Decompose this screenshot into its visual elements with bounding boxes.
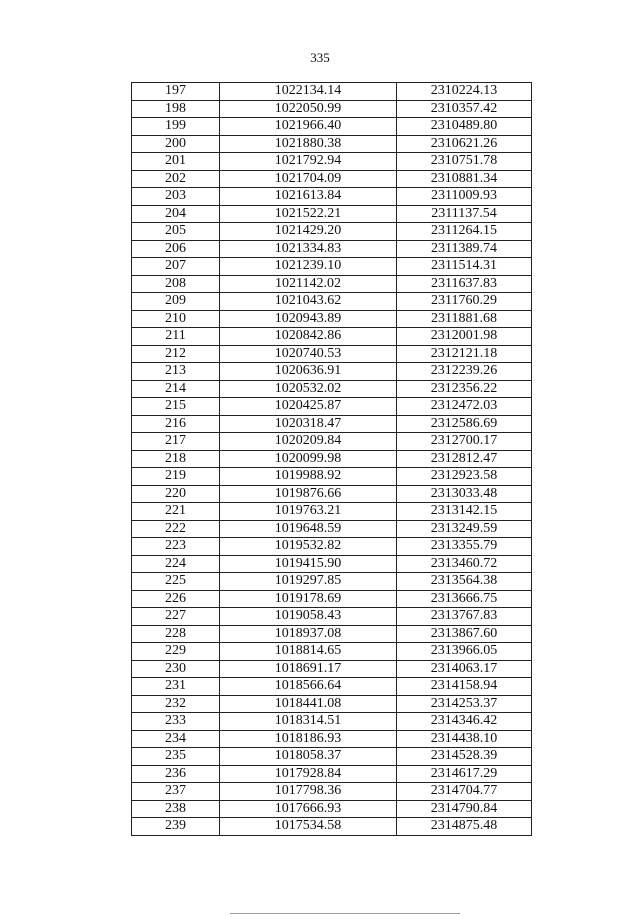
x-coordinate-cell: 1021704.09 <box>220 170 397 188</box>
x-coordinate-cell: 1021792.94 <box>220 153 397 171</box>
y-coordinate-cell: 2312812.47 <box>397 450 532 468</box>
table-row <box>132 83 532 101</box>
x-coordinate-cell: 1019297.85 <box>220 573 397 591</box>
x-coordinate-cell: 1021429.20 <box>220 223 397 241</box>
table-row <box>132 590 532 608</box>
x-coordinate-cell: 1019876.66 <box>220 485 397 503</box>
point-number-cell: 210 <box>132 310 220 328</box>
bottom-rule <box>230 913 460 914</box>
point-number-cell: 221 <box>132 503 220 521</box>
point-number-cell: 239 <box>132 818 220 836</box>
coordinates-table-body <box>132 83 532 836</box>
x-coordinate-cell: 1021334.83 <box>220 240 397 258</box>
coordinates-table <box>131 82 532 836</box>
point-number-cell: 225 <box>132 573 220 591</box>
table-row <box>132 555 532 573</box>
table-row <box>132 678 532 696</box>
table-row <box>132 328 532 346</box>
point-number-cell: 237 <box>132 783 220 801</box>
table-row <box>132 398 532 416</box>
table-row <box>132 380 532 398</box>
y-coordinate-cell: 2313142.15 <box>397 503 532 521</box>
point-number-cell: 224 <box>132 555 220 573</box>
table-row <box>132 415 532 433</box>
x-coordinate-cell: 1022134.14 <box>220 83 397 101</box>
point-number-cell: 211 <box>132 328 220 346</box>
point-number-cell: 200 <box>132 135 220 153</box>
y-coordinate-cell: 2310489.80 <box>397 118 532 136</box>
x-coordinate-cell: 1020099.98 <box>220 450 397 468</box>
x-coordinate-cell: 1021966.40 <box>220 118 397 136</box>
table-row <box>132 310 532 328</box>
x-coordinate-cell: 1018566.64 <box>220 678 397 696</box>
table-row <box>132 345 532 363</box>
table-row <box>132 748 532 766</box>
table-row <box>132 643 532 661</box>
y-coordinate-cell: 2313249.59 <box>397 520 532 538</box>
x-coordinate-cell: 1020740.53 <box>220 345 397 363</box>
x-coordinate-cell: 1020532.02 <box>220 380 397 398</box>
x-coordinate-cell: 1019178.69 <box>220 590 397 608</box>
table-row <box>132 205 532 223</box>
point-number-cell: 231 <box>132 678 220 696</box>
table-row <box>132 765 532 783</box>
point-number-cell: 235 <box>132 748 220 766</box>
y-coordinate-cell: 2311137.54 <box>397 205 532 223</box>
x-coordinate-cell: 1020943.89 <box>220 310 397 328</box>
x-coordinate-cell: 1022050.99 <box>220 100 397 118</box>
point-number-cell: 212 <box>132 345 220 363</box>
point-number-cell: 230 <box>132 660 220 678</box>
y-coordinate-cell: 2311264.15 <box>397 223 532 241</box>
y-coordinate-cell: 2314704.77 <box>397 783 532 801</box>
y-coordinate-cell: 2311760.29 <box>397 293 532 311</box>
point-number-cell: 218 <box>132 450 220 468</box>
point-number-cell: 222 <box>132 520 220 538</box>
x-coordinate-cell: 1019988.92 <box>220 468 397 486</box>
point-number-cell: 215 <box>132 398 220 416</box>
table-row <box>132 433 532 451</box>
y-coordinate-cell: 2312923.58 <box>397 468 532 486</box>
table-row <box>132 240 532 258</box>
x-coordinate-cell: 1020425.87 <box>220 398 397 416</box>
y-coordinate-cell: 2313460.72 <box>397 555 532 573</box>
x-coordinate-cell: 1021522.21 <box>220 205 397 223</box>
x-coordinate-cell: 1018058.37 <box>220 748 397 766</box>
point-number-cell: 214 <box>132 380 220 398</box>
y-coordinate-cell: 2312121.18 <box>397 345 532 363</box>
y-coordinate-cell: 2312700.17 <box>397 433 532 451</box>
table-row <box>132 223 532 241</box>
x-coordinate-cell: 1017534.58 <box>220 818 397 836</box>
x-coordinate-cell: 1018186.93 <box>220 730 397 748</box>
y-coordinate-cell: 2310751.78 <box>397 153 532 171</box>
y-coordinate-cell: 2314063.17 <box>397 660 532 678</box>
table-row <box>132 118 532 136</box>
x-coordinate-cell: 1021613.84 <box>220 188 397 206</box>
point-number-cell: 226 <box>132 590 220 608</box>
table-row <box>132 730 532 748</box>
y-coordinate-cell: 2313033.48 <box>397 485 532 503</box>
table-row <box>132 818 532 836</box>
table-row <box>132 100 532 118</box>
table-row <box>132 135 532 153</box>
point-number-cell: 232 <box>132 695 220 713</box>
y-coordinate-cell: 2314346.42 <box>397 713 532 731</box>
x-coordinate-cell: 1020636.91 <box>220 363 397 381</box>
table-row <box>132 293 532 311</box>
table-row <box>132 503 532 521</box>
y-coordinate-cell: 2314253.37 <box>397 695 532 713</box>
point-number-cell: 228 <box>132 625 220 643</box>
x-coordinate-cell: 1019532.82 <box>220 538 397 556</box>
point-number-cell: 223 <box>132 538 220 556</box>
y-coordinate-cell: 2313564.38 <box>397 573 532 591</box>
y-coordinate-cell: 2313966.05 <box>397 643 532 661</box>
point-number-cell: 208 <box>132 275 220 293</box>
point-number-cell: 227 <box>132 608 220 626</box>
y-coordinate-cell: 2310224.13 <box>397 83 532 101</box>
x-coordinate-cell: 1020842.86 <box>220 328 397 346</box>
table-row <box>132 783 532 801</box>
point-number-cell: 220 <box>132 485 220 503</box>
table-row <box>132 800 532 818</box>
table-row <box>132 660 532 678</box>
point-number-cell: 217 <box>132 433 220 451</box>
x-coordinate-cell: 1017928.84 <box>220 765 397 783</box>
y-coordinate-cell: 2310621.26 <box>397 135 532 153</box>
x-coordinate-cell: 1017666.93 <box>220 800 397 818</box>
point-number-cell: 206 <box>132 240 220 258</box>
y-coordinate-cell: 2312001.98 <box>397 328 532 346</box>
point-number-cell: 233 <box>132 713 220 731</box>
point-number-cell: 198 <box>132 100 220 118</box>
y-coordinate-cell: 2310357.42 <box>397 100 532 118</box>
table-row <box>132 170 532 188</box>
point-number-cell: 203 <box>132 188 220 206</box>
point-number-cell: 197 <box>132 83 220 101</box>
point-number-cell: 229 <box>132 643 220 661</box>
x-coordinate-cell: 1021142.02 <box>220 275 397 293</box>
y-coordinate-cell: 2312356.22 <box>397 380 532 398</box>
y-coordinate-cell: 2311637.83 <box>397 275 532 293</box>
x-coordinate-cell: 1018314.51 <box>220 713 397 731</box>
x-coordinate-cell: 1019415.90 <box>220 555 397 573</box>
y-coordinate-cell: 2312586.69 <box>397 415 532 433</box>
table-row <box>132 363 532 381</box>
x-coordinate-cell: 1017798.36 <box>220 783 397 801</box>
y-coordinate-cell: 2314528.39 <box>397 748 532 766</box>
point-number-cell: 216 <box>132 415 220 433</box>
table-row <box>132 608 532 626</box>
point-number-cell: 219 <box>132 468 220 486</box>
y-coordinate-cell: 2313867.60 <box>397 625 532 643</box>
table-row <box>132 625 532 643</box>
y-coordinate-cell: 2314790.84 <box>397 800 532 818</box>
point-number-cell: 202 <box>132 170 220 188</box>
x-coordinate-cell: 1019058.43 <box>220 608 397 626</box>
y-coordinate-cell: 2313666.75 <box>397 590 532 608</box>
y-coordinate-cell: 2313355.79 <box>397 538 532 556</box>
point-number-cell: 207 <box>132 258 220 276</box>
table-row <box>132 450 532 468</box>
table-row <box>132 275 532 293</box>
point-number-cell: 204 <box>132 205 220 223</box>
table-row <box>132 713 532 731</box>
x-coordinate-cell: 1020209.84 <box>220 433 397 451</box>
table-row <box>132 258 532 276</box>
table-row <box>132 188 532 206</box>
point-number-cell: 209 <box>132 293 220 311</box>
table-row <box>132 573 532 591</box>
point-number-cell: 238 <box>132 800 220 818</box>
x-coordinate-cell: 1021239.10 <box>220 258 397 276</box>
page-number: 335 <box>310 50 330 65</box>
x-coordinate-cell: 1018814.65 <box>220 643 397 661</box>
point-number-cell: 236 <box>132 765 220 783</box>
y-coordinate-cell: 2314617.29 <box>397 765 532 783</box>
y-coordinate-cell: 2312472.03 <box>397 398 532 416</box>
x-coordinate-cell: 1018441.08 <box>220 695 397 713</box>
x-coordinate-cell: 1021880.38 <box>220 135 397 153</box>
y-coordinate-cell: 2311881.68 <box>397 310 532 328</box>
x-coordinate-cell: 1018937.08 <box>220 625 397 643</box>
x-coordinate-cell: 1018691.17 <box>220 660 397 678</box>
x-coordinate-cell: 1019763.21 <box>220 503 397 521</box>
x-coordinate-cell: 1019648.59 <box>220 520 397 538</box>
y-coordinate-cell: 2311514.31 <box>397 258 532 276</box>
table-row <box>132 520 532 538</box>
y-coordinate-cell: 2310881.34 <box>397 170 532 188</box>
point-number-cell: 213 <box>132 363 220 381</box>
y-coordinate-cell: 2313767.83 <box>397 608 532 626</box>
y-coordinate-cell: 2312239.26 <box>397 363 532 381</box>
y-coordinate-cell: 2314158.94 <box>397 678 532 696</box>
point-number-cell: 205 <box>132 223 220 241</box>
x-coordinate-cell: 1021043.62 <box>220 293 397 311</box>
table-row <box>132 538 532 556</box>
table-row <box>132 485 532 503</box>
point-number-cell: 201 <box>132 153 220 171</box>
table-row <box>132 695 532 713</box>
point-number-cell: 199 <box>132 118 220 136</box>
table-row <box>132 153 532 171</box>
x-coordinate-cell: 1020318.47 <box>220 415 397 433</box>
table-row <box>132 468 532 486</box>
point-number-cell: 234 <box>132 730 220 748</box>
y-coordinate-cell: 2314875.48 <box>397 818 532 836</box>
y-coordinate-cell: 2311389.74 <box>397 240 532 258</box>
y-coordinate-cell: 2314438.10 <box>397 730 532 748</box>
y-coordinate-cell: 2311009.93 <box>397 188 532 206</box>
